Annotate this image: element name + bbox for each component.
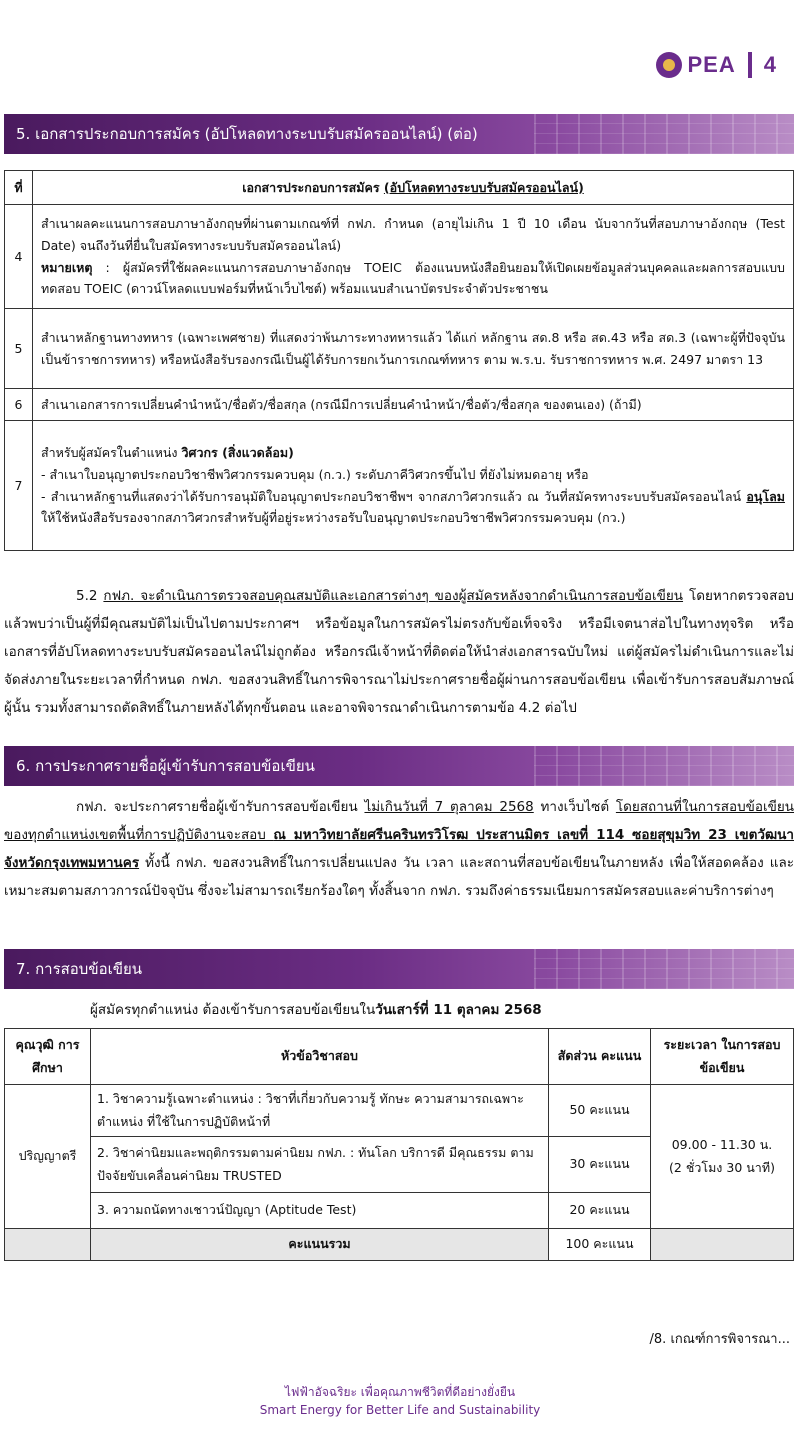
row-content: สำเนาเอกสารการเปลี่ยนคำนำหน้า/ชื่อตัว/ชื่อสกุล (กรณีมีการเปลี่ยนคำนำหน้า/ชื่อตัว/ชื่อสกุล ของตนเอง) (ถ้ามี) xyxy=(33,389,794,421)
row7-item1: - สำเนาใบอนุญาตประกอบวิชาชีพวิศวกรรมควบคุม (ก.ว.) ระดับภาคีวิศวกรขึ้นไป ที่ยังไม่หมดอายุ หรือ xyxy=(41,466,589,482)
h-ratio: สัดส่วน คะแนน xyxy=(549,1029,651,1085)
section7-intro xyxy=(90,996,790,1024)
table-row xyxy=(5,309,794,389)
col-doc-underlined: (อัปโหลดทางระบบรับสมัครออนไลน์) xyxy=(383,179,584,195)
row4-text: สำเนาผลคะแนนการสอบภาษาอังกฤษที่ผ่านตามเกณฑ์ที่ กฟภ. กำหนด (อายุไม่เกิน 1 ปี 10 เดือน นับจากวันที่สอบภาษาอังกฤษ (Test Date) จนถึงวันที่ยื่นใบสมัครทางระบบรับสมัครออนไลน์) xyxy=(41,215,785,253)
section7-banner xyxy=(4,949,794,989)
logo-text: PEA xyxy=(687,52,736,77)
row4-note xyxy=(41,257,785,301)
score: 50 คะแนน xyxy=(549,1085,651,1137)
score: 30 คะแนน xyxy=(549,1137,651,1193)
row7-item2-b: ให้ใช้หนังสือรับรองจากสภาวิศวกรสำหรับผู้ที่อยู่ระหว่างรอรับใบอนุญาตประกอบวิชาชีพวิศวกรรมควบคุม (กว.) xyxy=(41,510,626,526)
total-label: คะแนนรวม xyxy=(91,1229,549,1261)
slogan-en: Smart Energy for Better Life and Sustainability xyxy=(259,1403,541,1417)
qualification: ปริญญาตรี xyxy=(5,1085,91,1229)
h-subject: หัวข้อวิชาสอบ xyxy=(91,1029,549,1085)
row-content: สำเนาหลักฐานทางทหาร (เฉพาะเพศชาย) ที่แสดงว่าพ้นภาระทางทหารแล้ว ได้แก่ หลักฐาน สด.8 หรือ สด.43 หรือ สด.3 (เฉพาะผู้ที่ปัจจุบันเป็นข้าราชการทหาร) หรือหนังสือรับรองกรณีเป็นผู้ได้รับการยกเว้นการเกณฑ์ทหาร ตาม พ.ร.บ. รับราชการทหาร พ.ศ. 2497 มาตรา 13 xyxy=(33,309,794,389)
paragraph-5-2 xyxy=(4,582,794,722)
subject: 1. วิชาความรู้เฉพาะตำแหน่ง : วิชาที่เกี่ยวกับความรู้ ทักษะ ความสามารถเฉพาะตำแหน่ง ที่ใช้ในการปฏิบัติหน้าที่ xyxy=(91,1085,549,1137)
col-doc-prefix: เอกสารประกอบการสมัคร xyxy=(242,179,384,195)
p6-deadline: ไม่เกินวันที่ 7 ตุลาคม 2568 xyxy=(364,799,534,815)
section6-banner xyxy=(4,746,794,786)
p6-c: ทั้งนี้ กฟภ. ขอสงวนสิทธิ์ในการเปลี่ยนแปลง วัน เวลา และสถานที่สอบข้อเขียนในภายหลัง เพื่อให้สอดคล้อง และเหมาะสมตามสภาวการณ์ปัจจุบัน ซึ่งจะไม่สามารถเรียกร้องใดๆ ทั้งสิ้นจาก กฟภ. รวมถึงค่าธรรมเนียมการสมัครสอบและค่าบริการต่างๆ xyxy=(4,855,794,899)
row7-item2 xyxy=(41,486,785,530)
paragraph-6 xyxy=(4,793,794,905)
p6-location: ณ มหาวิทยาลัยศรีนครินทรวิโรฒ ประสานมิตร เลขที่ 114 ซอยสุขุมวิท 23 เขตวัฒนา จังหวัดกรุงเทพมหานคร xyxy=(4,827,794,871)
s7-intro-text: ผู้สมัครทุกตำแหน่ง ต้องเข้ารับการสอบข้อเขียนใน xyxy=(90,1002,376,1018)
note-text: : ผู้สมัครที่ใช้ผลคะแนนการสอบภาษาอังกฤษ TOEIC ต้องแนบหนังสือยินยอมให้เปิดเผยข้อมูลส่วนบุคคลและผลการสอบแบบทดสอบ TOEIC (ดาวน์โหลดแบบฟอร์มที่หน้าเว็บไซต์) พร้อมแนบสำเนาบัตรประจำตัวประชาชน xyxy=(41,259,785,297)
p52-underlined: กฟภ. จะดำเนินการตรวจสอบคุณสมบัติและเอกสารต่างๆ ของผู้สมัครหลังจากดำเนินการสอบข้อเขียน xyxy=(103,588,684,604)
section7-title: 7. การสอบข้อเขียน xyxy=(16,960,143,978)
total-row xyxy=(5,1229,794,1261)
exam-time xyxy=(651,1085,794,1229)
table-row xyxy=(5,205,794,309)
h-time: ระยะเวลา ในการสอบข้อเขียน xyxy=(651,1029,794,1085)
row-no: 5 xyxy=(5,309,33,389)
h-qualification: คุณวุฒิ การศึกษา xyxy=(5,1029,91,1085)
header-logo xyxy=(656,52,777,78)
p6-a: กฟภ. จะประกาศรายชื่อผู้เข้ารับการสอบข้อเขียน xyxy=(76,799,365,815)
row-no: 7 xyxy=(5,421,33,551)
row-content xyxy=(33,421,794,551)
exam-header-row xyxy=(5,1029,794,1085)
score: 20 คะแนน xyxy=(549,1193,651,1229)
slogan-th: ไฟฟ้าอัจฉริยะ เพื่อคุณภาพชีวิตที่ดีอย่างยั่งยืน xyxy=(284,1385,516,1399)
total-empty-2 xyxy=(651,1229,794,1261)
time-range: 09.00 - 11.30 น. xyxy=(671,1137,773,1152)
col-doc-header xyxy=(33,171,794,205)
section5-banner xyxy=(4,114,794,154)
row7-position: วิศวกร (สิ่งแวดล้อม) xyxy=(181,444,294,460)
total-score: 100 คะแนน xyxy=(549,1229,651,1261)
note-label: หมายเหตุ xyxy=(41,259,93,275)
section6-title: 6. การประกาศรายชื่อผู้เข้ารับการสอบข้อเขียน xyxy=(16,757,315,775)
row7-intro xyxy=(41,442,785,464)
section5-title: 5. เอกสารประกอบการสมัคร (อัปโหลดทางระบบรับสมัครออนไลน์) (ต่อ) xyxy=(16,125,478,143)
table-row xyxy=(5,389,794,421)
subject: 2. วิชาค่านิยมและพฤติกรรมตามค่านิยม กฟภ. : ทันโลก บริการดี มีคุณธรรม ตามปัจจัยขับเคลื่อนค่านิยม TRUSTED xyxy=(91,1137,549,1193)
row7-item2-bold: อนุโลม xyxy=(746,488,785,504)
p52-body: โดยหากตรวจสอบแล้วพบว่าเป็นผู้ที่มีคุณสมบัติไม่เป็นไปตามประกาศฯ หรือข้อมูลในการสมัครไม่ตรงกับข้อเท็จจริง หรือมีเจตนาส่อไปในทางทุจริต หรือเอกสารที่อัปโหลดทางระบบรับสมัครออนไลน์ไม่ถูกต้อง หรือกรณีเจ้าหน้าที่ติดต่อให้นำส่งเอกสารฉบับใหม่ แต่ผู้สมัครไม่ดำเนินการและไม่จัดส่งภายในระยะเวลาที่กำหนด กฟภ. ขอสงวนสิทธิ์ในการพิจารณาไม่ประกาศรายชื่อผู้ผ่านการสอบข้อเขียน เพื่อเข้ารับการสอบสัมภาษณ์ผู้นั้น รวมทั้งสามารถตัดสิทธิ์ในภายหลังได้ทุกขั้นตอน และอาจพิจารณาดำเนินการตามข้อ 4.2 ต่อไป xyxy=(4,588,794,716)
logo-divider xyxy=(748,52,752,78)
col-no-header: ที่ xyxy=(5,171,33,205)
table-row xyxy=(5,1085,794,1137)
p6-location-intro: โดยสถานที่ในการสอบข้อเขียนของทุกตำแหน่งเขตพื้นที่การปฏิบัติงานจะสอบ xyxy=(4,799,795,843)
p6-b: ทางเว็บไซต์ xyxy=(533,799,616,815)
page-number: 4 xyxy=(763,52,776,77)
row7-item2-a: - สำเนาหลักฐานที่แสดงว่าได้รับการอนุมัติใบอนุญาตประกอบวิชาชีพฯ จากสภาวิศวกรแล้ว ณ วันที่สมัครทางระบบรับสมัครออนไลน์ xyxy=(41,488,747,504)
pea-emblem-icon xyxy=(656,52,682,78)
row-content xyxy=(33,205,794,309)
table-header-row xyxy=(5,171,794,205)
total-empty xyxy=(5,1229,91,1261)
p52-number: 5.2 xyxy=(76,588,104,604)
row-no: 6 xyxy=(5,389,33,421)
table-row xyxy=(5,421,794,551)
row7-intro-text: สำหรับผู้สมัครในตำแหน่ง xyxy=(41,444,182,460)
time-duration: (2 ชั่วโมง 30 นาที) xyxy=(669,1159,775,1175)
next-page-hint: /8. เกณฑ์การพิจารณา... xyxy=(649,1332,790,1347)
exam-table xyxy=(4,1028,794,1261)
subject: 3. ความถนัดทางเชาวน์ปัญญา (Aptitude Test) xyxy=(91,1193,549,1229)
row-no: 4 xyxy=(5,205,33,309)
documents-table xyxy=(4,170,794,551)
exam-date: วันเสาร์ที่ 11 ตุลาคม 2568 xyxy=(375,1002,542,1018)
